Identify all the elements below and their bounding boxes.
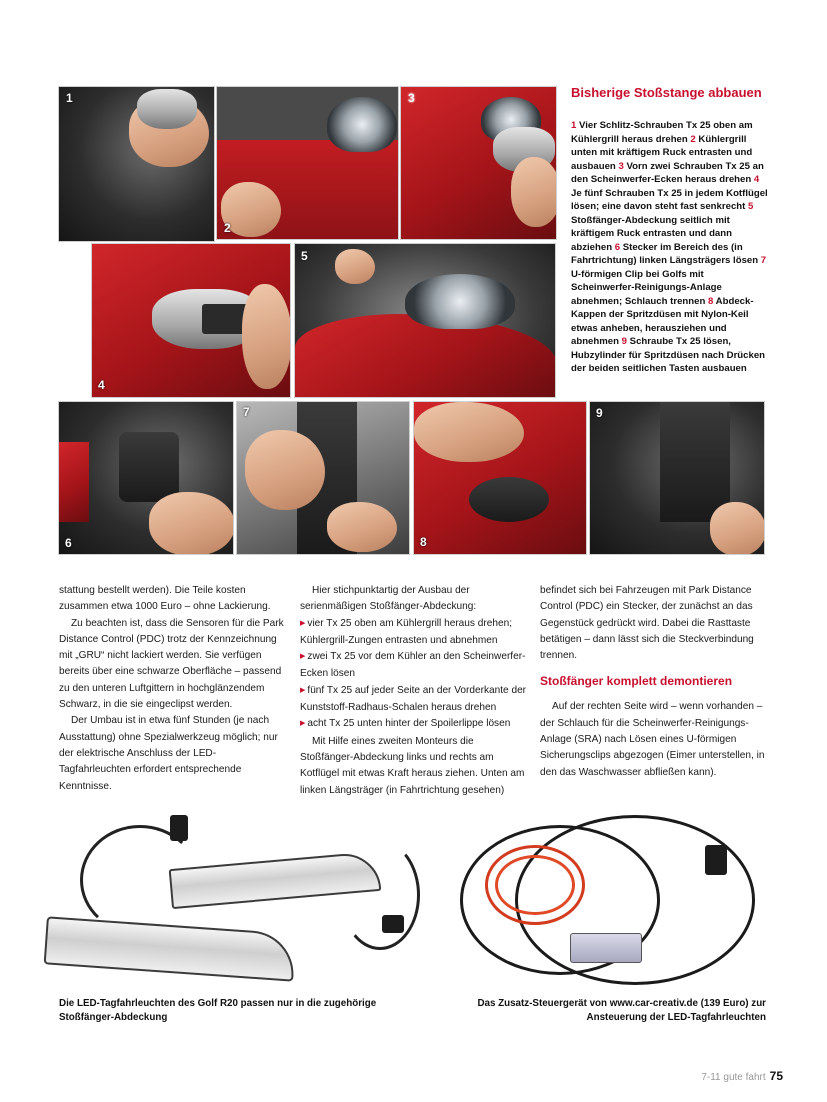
paragraph: Zu beachten ist, dass die Sensoren für die Park Distance Control (PDC) trotz der Kennzeichnung mit „GRU“ nicht lackiert werden. Sie verfügen bereits über eine schwarze Oberfläche – passend zu den unteren Luftgittern in hochglänzendem Schwarz, in die sie eingeclipst werden. <box>59 617 284 711</box>
photo-step-6 <box>58 401 234 555</box>
column-2 <box>300 583 528 799</box>
photo-number: 9 <box>596 406 603 420</box>
photo-number: 8 <box>420 535 427 549</box>
photo-number: 6 <box>65 536 72 550</box>
paragraph: Auf der rechten Seite wird – wenn vorhanden – der Schlauch für die Scheinwerfer-Reinigungs-Anlage (SRA) nach Lösen eines U-förmigen Sicherungsclips abgezogen (Eimer unterstellen, in den das Waschwasser abfließen kann). <box>540 701 765 778</box>
caption-left: Die LED-Tagfahrleuchten des Golf R20 passen nur in die zugehörige Stoßfänger-Abdeckung <box>59 998 377 1023</box>
led-daytime-lights-image <box>40 805 420 990</box>
photo-step-1 <box>58 86 215 242</box>
caption-right: Das Zusatz-Steuergerät von www.car-creativ.de (139 Euro) zur Ansteuerung der LED-Tagfahrleuchten <box>477 998 766 1023</box>
section-heading: Stoßfänger komplett demontieren <box>540 674 733 689</box>
sidebar-steps: 1 Vier Schlitz-Schrauben Tx 25 oben am Kühlergrill heraus drehen 2 Kühlergrill unten mit kräftigem Ruck entrasten und ausbauen 3 Vorn zwei Schrauben Tx 25 an den Scheinwerfer-Ecken heraus drehen 4 Je fünf Schrauben Tx 25 in jedem Kotflügel lösen; eine davon steht fast senkrecht 5 Stoßfänger-Abdeckung seitlich mit kräftigem Ruck entrasten und dann abziehen 6 Stecker im Bereich des (in Fahrtrichtung) linken Längsträgers lösen 7 U-förmigen Clip bei Golfs mit Scheinwerfer-Reinigungs-Anlage abnehmen; Schlauch trennen 8 Abdeck-Kappen der Spritzdüsen mit Nylon-Keil etwas anheben, herausziehen und abnehmen 9 Schraube Tx 25 lösen, Hubzylinder für Spritzdüsen nach Drücken der beiden seitlichen Tasten ausbauen <box>571 120 768 374</box>
paragraph: stattung bestellt werden). Die Teile kosten zusammen etwa 1000 Euro – ohne Lackierung. <box>59 585 271 613</box>
paragraph: Mit Hilfe eines zweiten Monteurs die Stoßfänger-Abdeckung links und rechts am Kotflügel mit etwas Kraft heraus ziehen. Unten am linken Längsträger (in Fahrtrichtung gesehen) <box>300 735 525 796</box>
photo-step-4 <box>91 243 291 398</box>
photo-number: 7 <box>243 405 250 419</box>
photo-number: 1 <box>66 91 73 105</box>
photo-number: 4 <box>98 378 105 392</box>
photo-step-5 <box>294 243 556 398</box>
paragraph: befindet sich bei Fahrzeugen mit Park Distance Control (PDC) ein Stecker, der zunächst an das Gegenstück gedrückt wird. Dabei die Rasttaste betätigen – dann lässt sich die Steckverbindung trennen. <box>540 585 754 662</box>
page-footer <box>701 1069 783 1083</box>
column-1 <box>59 583 287 795</box>
paragraph: Der Umbau ist in etwa fünf Stunden (je nach Ausstattung) ohne Spezialwerkzeug möglich; nur der elektrische Anschluss der LED-Tagfahrleuchten erfordert entsprechende Kenntnisse. <box>59 715 278 792</box>
photo-step-8 <box>413 401 587 555</box>
photo-number: 3 <box>408 91 415 105</box>
bullet-item: ▶ vier Tx 25 oben am Kühlergrill heraus drehen; Kühlergrill-Zungen entrasten und abnehmen <box>300 616 528 650</box>
issue-label: 7-11 gute fahrt <box>701 1072 766 1083</box>
photo-step-3 <box>400 86 557 240</box>
bullet-item: ▶ zwei Tx 25 vor dem Kühler an den Scheinwerfer-Ecken lösen <box>300 649 528 683</box>
paragraph: Hier stichpunktartig der Ausbau der serienmäßigen Stoßfänger-Abdeckung: <box>300 585 477 613</box>
photo-step-2 <box>216 86 399 240</box>
photo-number: 2 <box>224 221 231 235</box>
sidebar-heading: Bisherige Stoßstange abbauen <box>571 85 762 100</box>
photo-step-9 <box>589 401 765 555</box>
bullet-item: ▶ fünf Tx 25 auf jeder Seite an der Vorderkante der Kunststoff-Radhaus-Schalen heraus drehen <box>300 683 528 717</box>
control-unit-box <box>570 933 642 963</box>
page-number: 75 <box>769 1069 783 1083</box>
column-3 <box>540 583 768 781</box>
photo-number: 5 <box>301 249 308 263</box>
control-unit-image <box>455 805 785 995</box>
bullet-item: ▶ acht Tx 25 unten hinter der Spoilerlippe lösen <box>300 716 528 733</box>
photo-step-7 <box>236 401 410 555</box>
